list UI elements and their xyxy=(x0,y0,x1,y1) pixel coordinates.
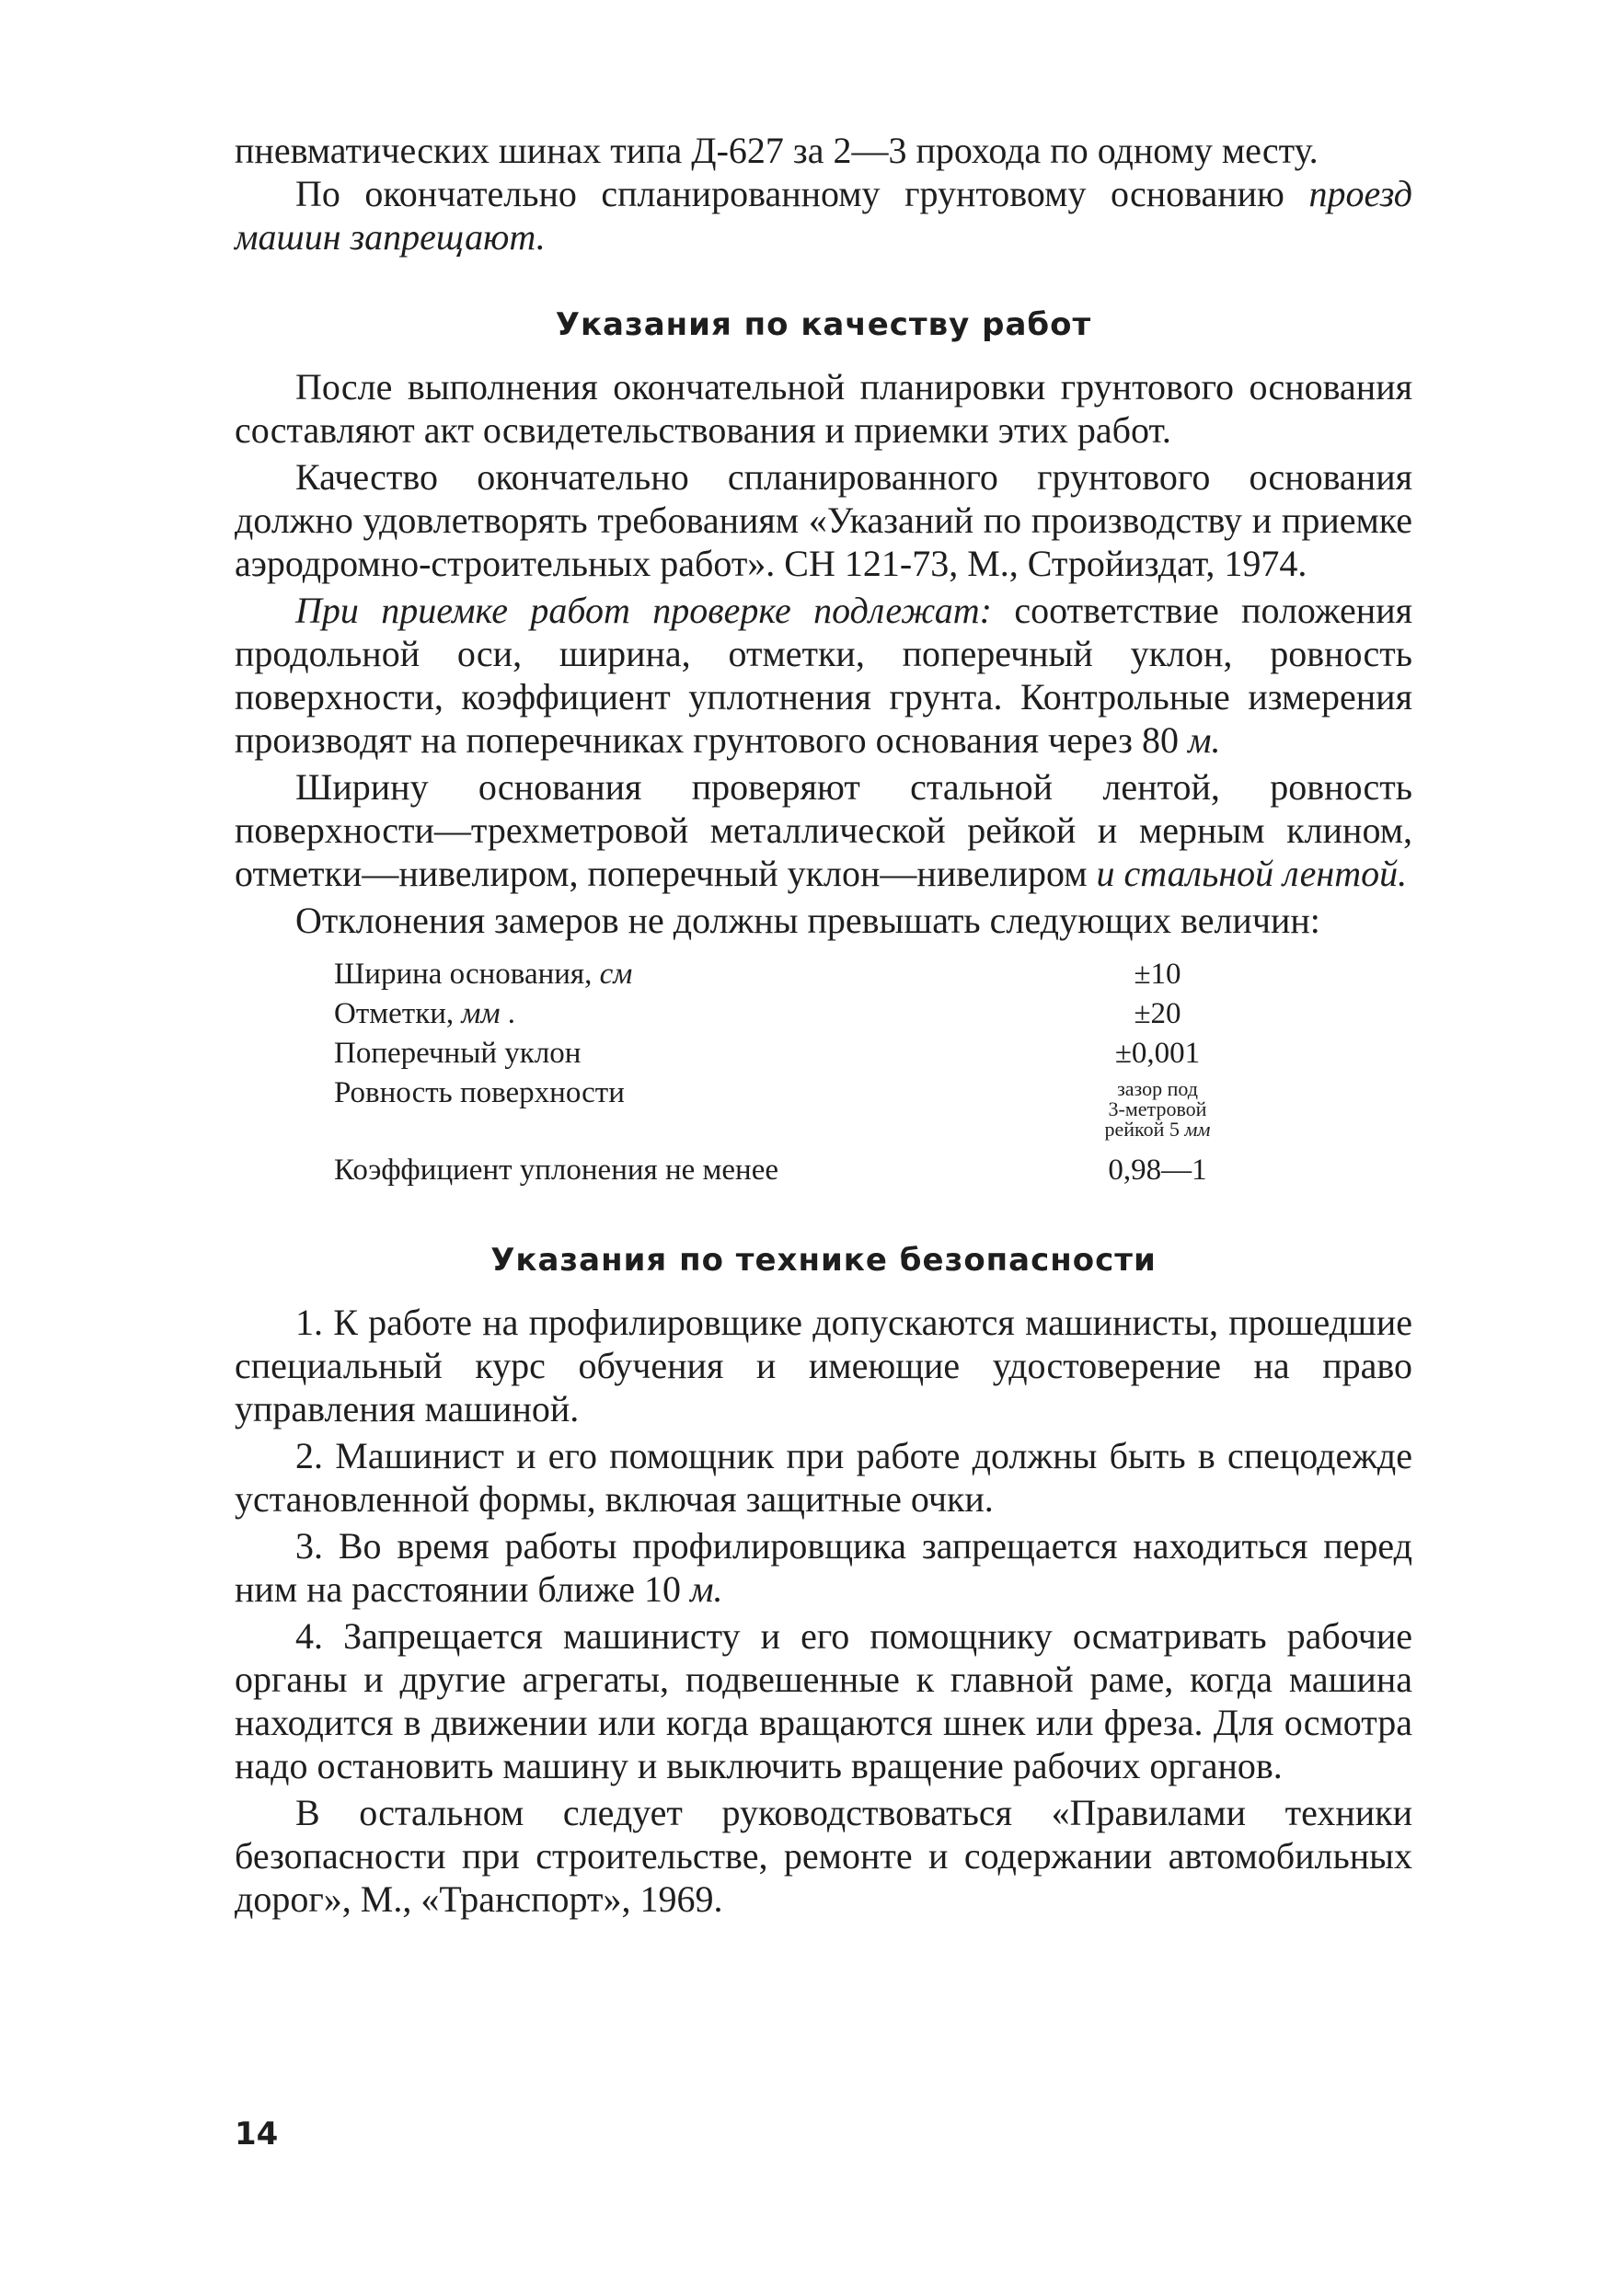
quality-paragraph-acceptance-act: После выполнения окончательной планировки грунтового основания составляют акт освидетельствования и приемки этих работ. xyxy=(235,366,1412,451)
tolerance-value: 0,98—1 xyxy=(1108,1154,1207,1187)
quality-paragraph-tools xyxy=(235,765,1412,895)
safety-item-3 xyxy=(235,1524,1412,1611)
table-row xyxy=(334,994,1254,1034)
tolerance-table xyxy=(334,955,1254,1190)
section-heading-safety: Указания по технике безопасности xyxy=(490,1242,1157,1279)
tolerance-label: Ширина основания, см xyxy=(334,958,633,991)
tolerance-label: Коэффициент уплонения не менее xyxy=(334,1154,778,1187)
safety-item-2: 2. Машинист и его помощник при работе должны быть в спецодежде установленной формы, включая защитные очки. xyxy=(235,1435,1412,1520)
page-number: 14 xyxy=(235,2116,279,2152)
table-row xyxy=(334,1073,1254,1151)
tolerance-value: зазор под 3-метровой рейкой 5 мм xyxy=(1104,1077,1211,1141)
table-row xyxy=(334,1151,1254,1190)
intro-paragraph-prohibition xyxy=(235,172,1412,258)
tools-italic-text: и стальной лентой. xyxy=(1096,853,1408,894)
inspection-unit: м. xyxy=(1187,719,1221,761)
quality-paragraph-deviations: Отклонения замеров не должны превышать следующих величин: xyxy=(295,900,1320,941)
table-row xyxy=(334,1034,1254,1073)
intro-paragraph-continued xyxy=(235,129,1412,172)
intro-text: пневматических шинах типа Д-627 за 2—3 прохода по одному месту. xyxy=(235,130,1319,171)
quality-paragraph-inspection xyxy=(235,589,1412,762)
tolerance-label: Отметки, мм . xyxy=(334,997,516,1030)
inspection-text: соответствие положения продольной оси, ширина, отметки, поперечный уклон, ровность поверхности, коэффициент уплотнения грунта. Контрольные измерения производят на поперечниках грунтового основания через 80 xyxy=(235,590,1413,761)
quality-paragraph-requirements: Качество окончательно спланированного грунтового основания должно удовлетворять требованиям «Указаний по производству и приемке аэродромно-строительных работ». СН 121-73, М., Стройиздат, 1974. xyxy=(235,456,1412,584)
tolerance-label: Поперечный уклон xyxy=(334,1037,582,1070)
tolerance-label: Ровность поверхности xyxy=(334,1076,625,1109)
tolerance-value: ±10 xyxy=(1134,958,1181,991)
inspection-italic-lead: При приемке работ проверке подлежат: xyxy=(295,590,992,631)
safety-item-1: 1. К работе на профилировщике допускаются машинисты, прошедшие специальный курс обучения и имеющие удостоверение на право управления машиной. xyxy=(235,1302,1412,1429)
safety-closing-paragraph: В остальном следует руководствоваться «Правилами техники безопасности при строительстве, ремонте и содержании автомобильных дорог», М., «Транспорт», 1969. xyxy=(235,1792,1412,1920)
prohibition-italic-text: проезд машин запрещают. xyxy=(235,173,1413,258)
tolerance-value: ±20 xyxy=(1134,997,1181,1030)
safety-item-4: 4. Запрещается машинисту и его помощнику осматривать рабочие органы и другие агрегаты, подвешенные к главной раме, когда машина находится в движении или когда вращаются шнек или фреза. Для осмотра надо остановить машину и выключить вращение рабочих органов. xyxy=(235,1615,1412,1786)
safety-item-3-text: 3. Во время работы профилировщика запрещается находиться перед ним на расстоянии ближе 10 xyxy=(235,1525,1412,1610)
page-body xyxy=(235,129,1412,1921)
section-heading-quality: Указания по качеству работ xyxy=(555,306,1092,343)
safety-item-3-unit: м. xyxy=(689,1568,723,1610)
tolerance-value: ±0,001 xyxy=(1114,1037,1201,1070)
tools-text: Ширину основания проверяют стальной лентой, ровность поверхности—трехметровой металлической рейкой и мерным клином, отметки—нивелиром, поперечный уклон—нивелиром xyxy=(235,766,1412,894)
prohibition-text: По окончательно спланированному грунтовому основанию xyxy=(295,173,1284,214)
table-row xyxy=(334,955,1254,994)
